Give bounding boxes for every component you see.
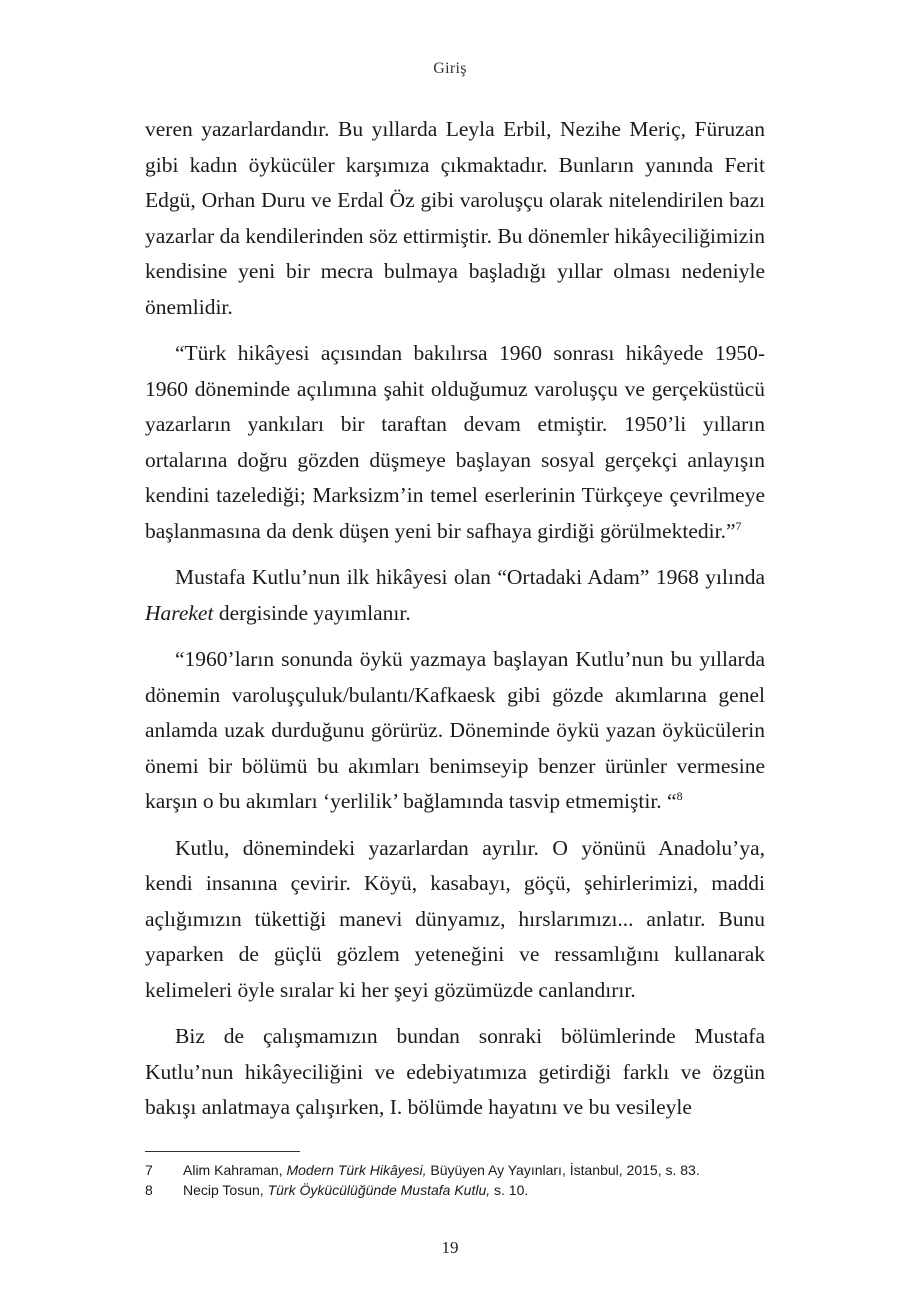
paragraph-1: veren yazarlardandır. Bu yıllarda Leyla Erbil, Nezihe Meriç, Füruzan gibi kadın öykücüler karşımıza çıkmaktadır. Bunların yanında Ferit Edgü, Orhan Duru ve Erdal Öz gibi varoluşçu olarak nitelendirilen bazı yazarlar da kendilerinden söz ettirmiştir. Bu dönemler hikâyeciliğimizin kendisine yeni bir mecra bulmaya başladığı yıllar olması nedeniyle önemlidir. xyxy=(145,117,765,319)
footnote-number: 7 xyxy=(145,1162,153,1178)
footnote-book-title: Türk Öykücülüğünde Mustafa Kutlu, xyxy=(267,1182,491,1198)
paragraph-2 xyxy=(145,336,765,549)
paragraph-3-text-after: dergisinde yayımlanır. xyxy=(213,600,411,625)
footnote-divider xyxy=(145,1151,300,1152)
footnote-author: Alim Kahraman, xyxy=(183,1162,287,1178)
footnotes xyxy=(145,1160,785,1200)
footnote-details: Büyüyen Ay Yayınları, İstanbul, 2015, s. 83. xyxy=(426,1162,700,1178)
footnote-text xyxy=(183,1180,528,1200)
paragraph-3-text-before: Mustafa Kutlu’nun ilk hikâyesi olan “Ortadaki Adam” 1968 yılında xyxy=(175,565,765,589)
paragraph-5: Kutlu, dönemindeki yazarlardan ayrılır. O yönünü Anadolu’ya, kendi insanına çevirir. Köyü, kasabayı, göçü, şehirlerimizi, maddi açlığımızın tükettiği manevi dünyamız, hırslarımızı... anlatır. Bunu yaparken de güçlü gözlem yeteneğini ve ressamlığını kullanarak kelimeleri öyle sıralar ki her şeyi gözümüzde canlandırır. xyxy=(145,835,765,1002)
paragraph-6: Biz de çalışmamızın bundan sonraki bölümlerinde Mustafa Kutlu’nun hikâyeciliğini ve edebiyatımıza getirdiği farklı ve özgün bakışı anlatmaya çalışırken, I. bölümde hayatını ve bu vesileyle xyxy=(145,1024,765,1119)
footnote-ref-8: 8 xyxy=(676,788,683,803)
magazine-title: Hareket xyxy=(145,600,214,625)
footnote-ref-7: 7 xyxy=(735,518,742,533)
running-header: Giriş xyxy=(433,60,467,77)
footnote-details: s. 10. xyxy=(490,1182,529,1198)
paragraph-4-text: “1960’ların sonunda öykü yazmaya başlayan Kutlu’nun bu yıllarda dönemin varoluşçuluk/bulantı/Kafkaesk gibi gözde akımlarına genel anlamda uzak durduğunu görürüz. Döneminde öykü yazan öykücülerin önemi bir bölümü bu akımları benimseyip benzer ürünler vermesine karşın o bu akımları ‘yerlilik’ bağlamında tasvip etmemiştir. “ xyxy=(145,647,765,813)
footnote-item xyxy=(145,1180,785,1200)
paragraph-3 xyxy=(145,560,765,631)
footnote-item xyxy=(145,1160,785,1180)
page-number: 19 xyxy=(441,1238,459,1257)
footnote-author: Necip Tosun, xyxy=(183,1182,268,1198)
footnote-number: 8 xyxy=(145,1182,153,1198)
footnote-text xyxy=(183,1160,700,1180)
footnote-book-title: Modern Türk Hikâyesi, xyxy=(286,1162,427,1178)
paragraph-2-text: “Türk hikâyesi açısından bakılırsa 1960 sonrası hikâyede 1950-1960 döneminde açılımına şahit olduğumuz varoluşçu ve gerçeküstücü yazarların yankıları bir taraftan devam etmiştir. 1950’li yılların ortalarına doğru gözden düşmeye başlayan sosyal gerçekçi anlayışın kendini tazelediği; Marksizm’in temel eserlerinin Türkçeye çevrilmeye başlanmasına da denk düşen yeni bir safhaya girdiği görülmektedir.” xyxy=(145,341,765,543)
paragraph-4 xyxy=(145,642,765,820)
body-text xyxy=(145,112,765,1137)
